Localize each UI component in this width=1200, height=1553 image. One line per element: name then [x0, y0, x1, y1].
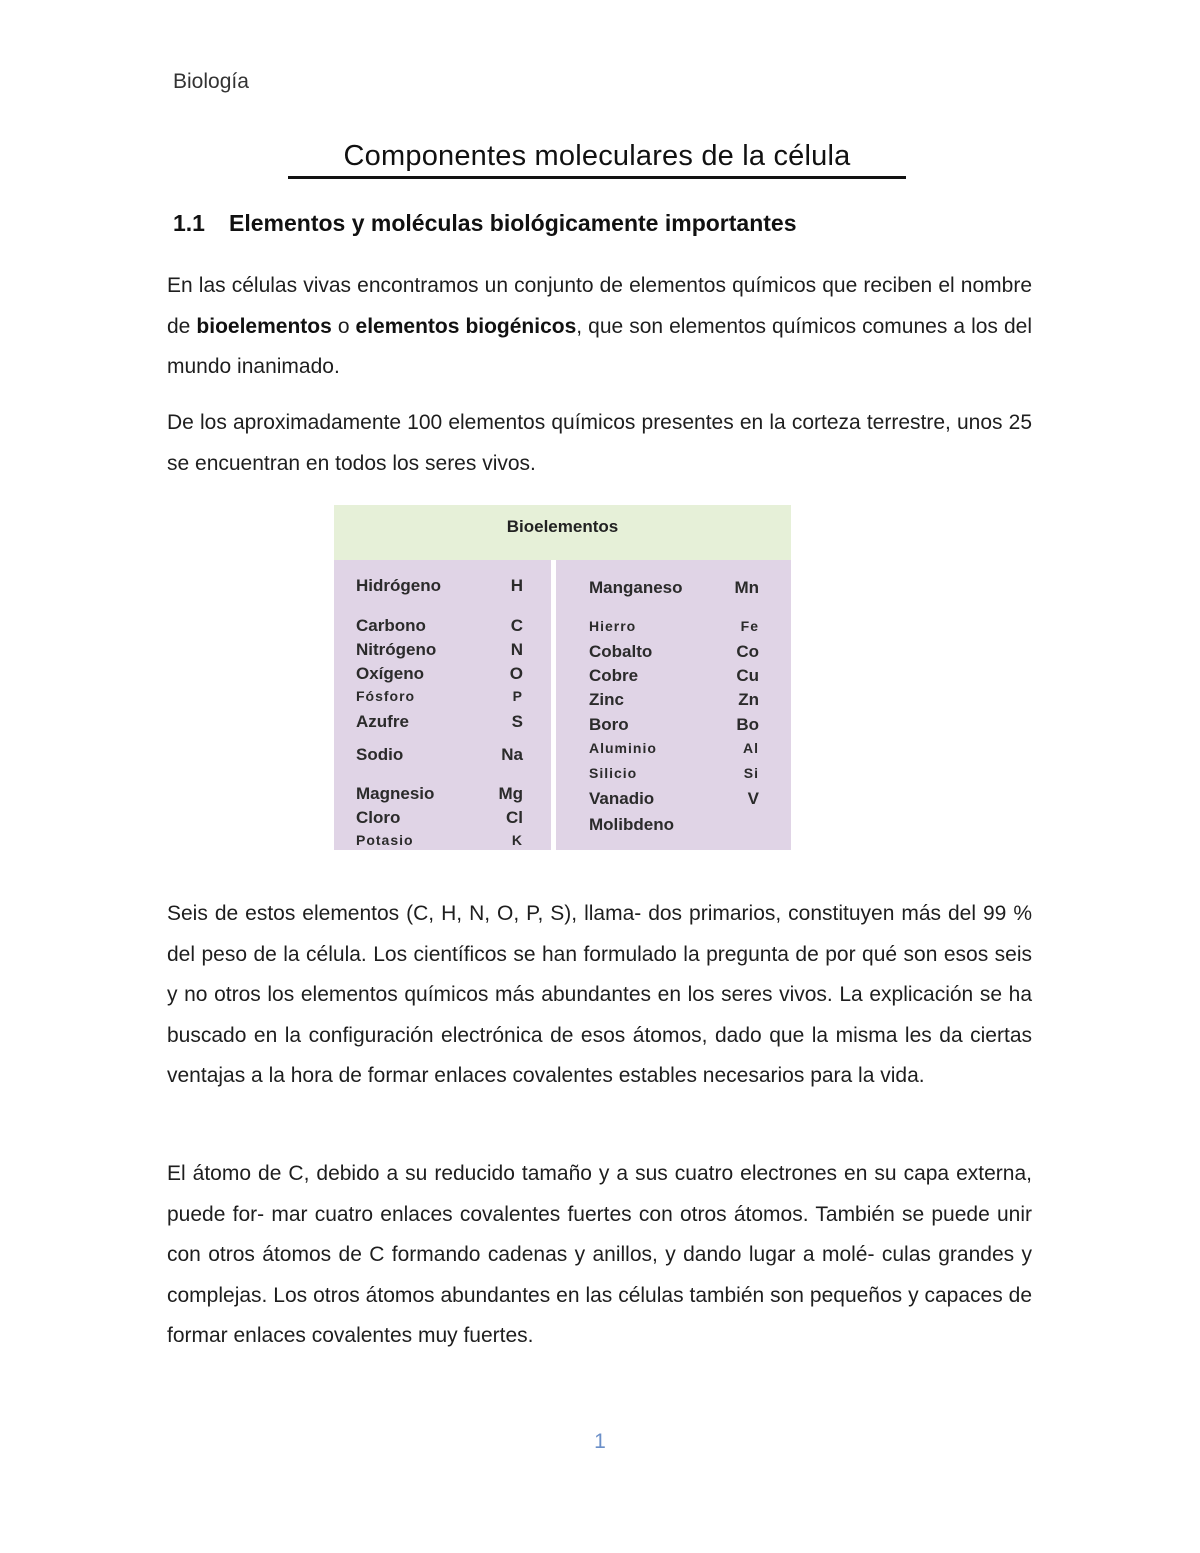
element-symbol: Al — [743, 740, 759, 756]
element-symbol: V — [747, 789, 759, 808]
element-name: Aluminio — [589, 740, 657, 756]
element-symbol: H — [510, 576, 523, 595]
element-name: Carbono — [356, 616, 426, 635]
element-name: Vanadio — [589, 789, 655, 808]
element-name: Boro — [589, 715, 629, 734]
element-symbol: Zn — [738, 690, 759, 709]
element-symbol: O — [509, 664, 523, 683]
element-symbol: Co — [736, 642, 759, 661]
element-symbol: K — [511, 832, 523, 848]
paragraph-primary-elements: Seis de estos elementos (C, H, N, O, P, S), llama- dos primarios, constituyen más del 99 % del peso de la célula. Los científicos se han formulado la pregunta de por qué son esos seis y no otros los elementos químicos más abundantes en los seres vivos. La explicación se ha buscado en la configuración electrónica de esos átomos, dado que la misma les da ciertas ventajas a la hora de formar enlaces covalentes estables necesarios para la vida. — [167, 902, 1032, 1087]
section-number: 1.1 — [173, 210, 205, 236]
element-name: Cloro — [356, 808, 401, 827]
element-symbol: Na — [501, 745, 523, 764]
element-name: Cobalto — [589, 642, 653, 661]
element-symbol: Cl — [506, 808, 523, 827]
bioelements-secondary-column — [556, 560, 791, 850]
bioelements-primary-column — [334, 560, 551, 850]
element-name: Hierro — [589, 618, 637, 634]
running-header: Biología — [173, 70, 249, 93]
paragraph-carbon: El átomo de C, debido a su reducido tamaño y a sus cuatro electrones en su capa externa, puede for- mar cuatro enlaces covalentes fuertes con otros átomos. También se puede unir con otros átomos de C formando cadenas y anillos, y dando lugar a molé- culas grandes y complejas. Los otros átomos abundantes en las células también son pequeños y capaces de formar enlaces covalentes muy fuertes. — [167, 1162, 1032, 1347]
bioelements-table — [334, 505, 791, 850]
element-name: Azufre — [356, 712, 409, 731]
paragraph-intro-text-c: , que son elementos químicos comunes a los del mundo inanimado. — [167, 314, 1032, 378]
element-name: Zinc — [589, 690, 624, 709]
title-underline — [288, 176, 906, 179]
term-elementos-biogenicos: elementos biogénicos — [355, 314, 577, 338]
element-name: Potasio — [356, 832, 414, 848]
element-name: Fósforo — [356, 688, 416, 704]
element-symbol: N — [510, 640, 523, 659]
document-title: Componentes moleculares de la célula — [343, 140, 851, 172]
element-symbol: S — [511, 712, 523, 731]
element-symbol: Cu — [736, 666, 759, 685]
page-number: 1 — [594, 1430, 606, 1453]
bioelements-table-header — [334, 505, 791, 560]
bioelements-table-title: Bioelementos — [506, 517, 619, 536]
element-symbol: Mg — [498, 784, 523, 803]
element-name: Oxígeno — [356, 664, 425, 683]
element-name: Manganeso — [589, 578, 683, 597]
paragraph-elements: De los aproximadamente 100 elementos químicos presentes en la corteza terrestre, unos 25 se encuentran en todos los seres vivos. — [167, 411, 1032, 475]
paragraph-intro-text-a: En las células vivas encontramos un conjunto de elementos químicos que reciben el nombre de — [167, 274, 1032, 338]
paragraph-intro-text-b: o — [331, 314, 356, 338]
element-name: Silicio — [589, 765, 638, 781]
term-bioelementos: bioelementos — [196, 314, 332, 338]
element-symbol: C — [510, 616, 523, 635]
element-name: Cobre — [589, 666, 639, 685]
element-symbol: P — [512, 688, 523, 704]
element-name: Hidrógeno — [356, 576, 441, 595]
element-name: Magnesio — [356, 784, 435, 803]
element-name: Nitrógeno — [356, 640, 437, 659]
section-title: Elementos y moléculas biológicamente importantes — [229, 210, 797, 236]
element-symbol: Mn — [734, 578, 759, 597]
element-name: Molibdeno — [589, 815, 674, 834]
paragraph-intro — [167, 266, 1032, 388]
element-symbol: Bo — [736, 715, 759, 734]
element-name: Sodio — [356, 745, 404, 764]
document-title-block — [288, 140, 906, 182]
section-heading — [173, 210, 797, 237]
element-symbol: Fe — [740, 618, 759, 634]
element-symbol: Si — [743, 765, 759, 781]
